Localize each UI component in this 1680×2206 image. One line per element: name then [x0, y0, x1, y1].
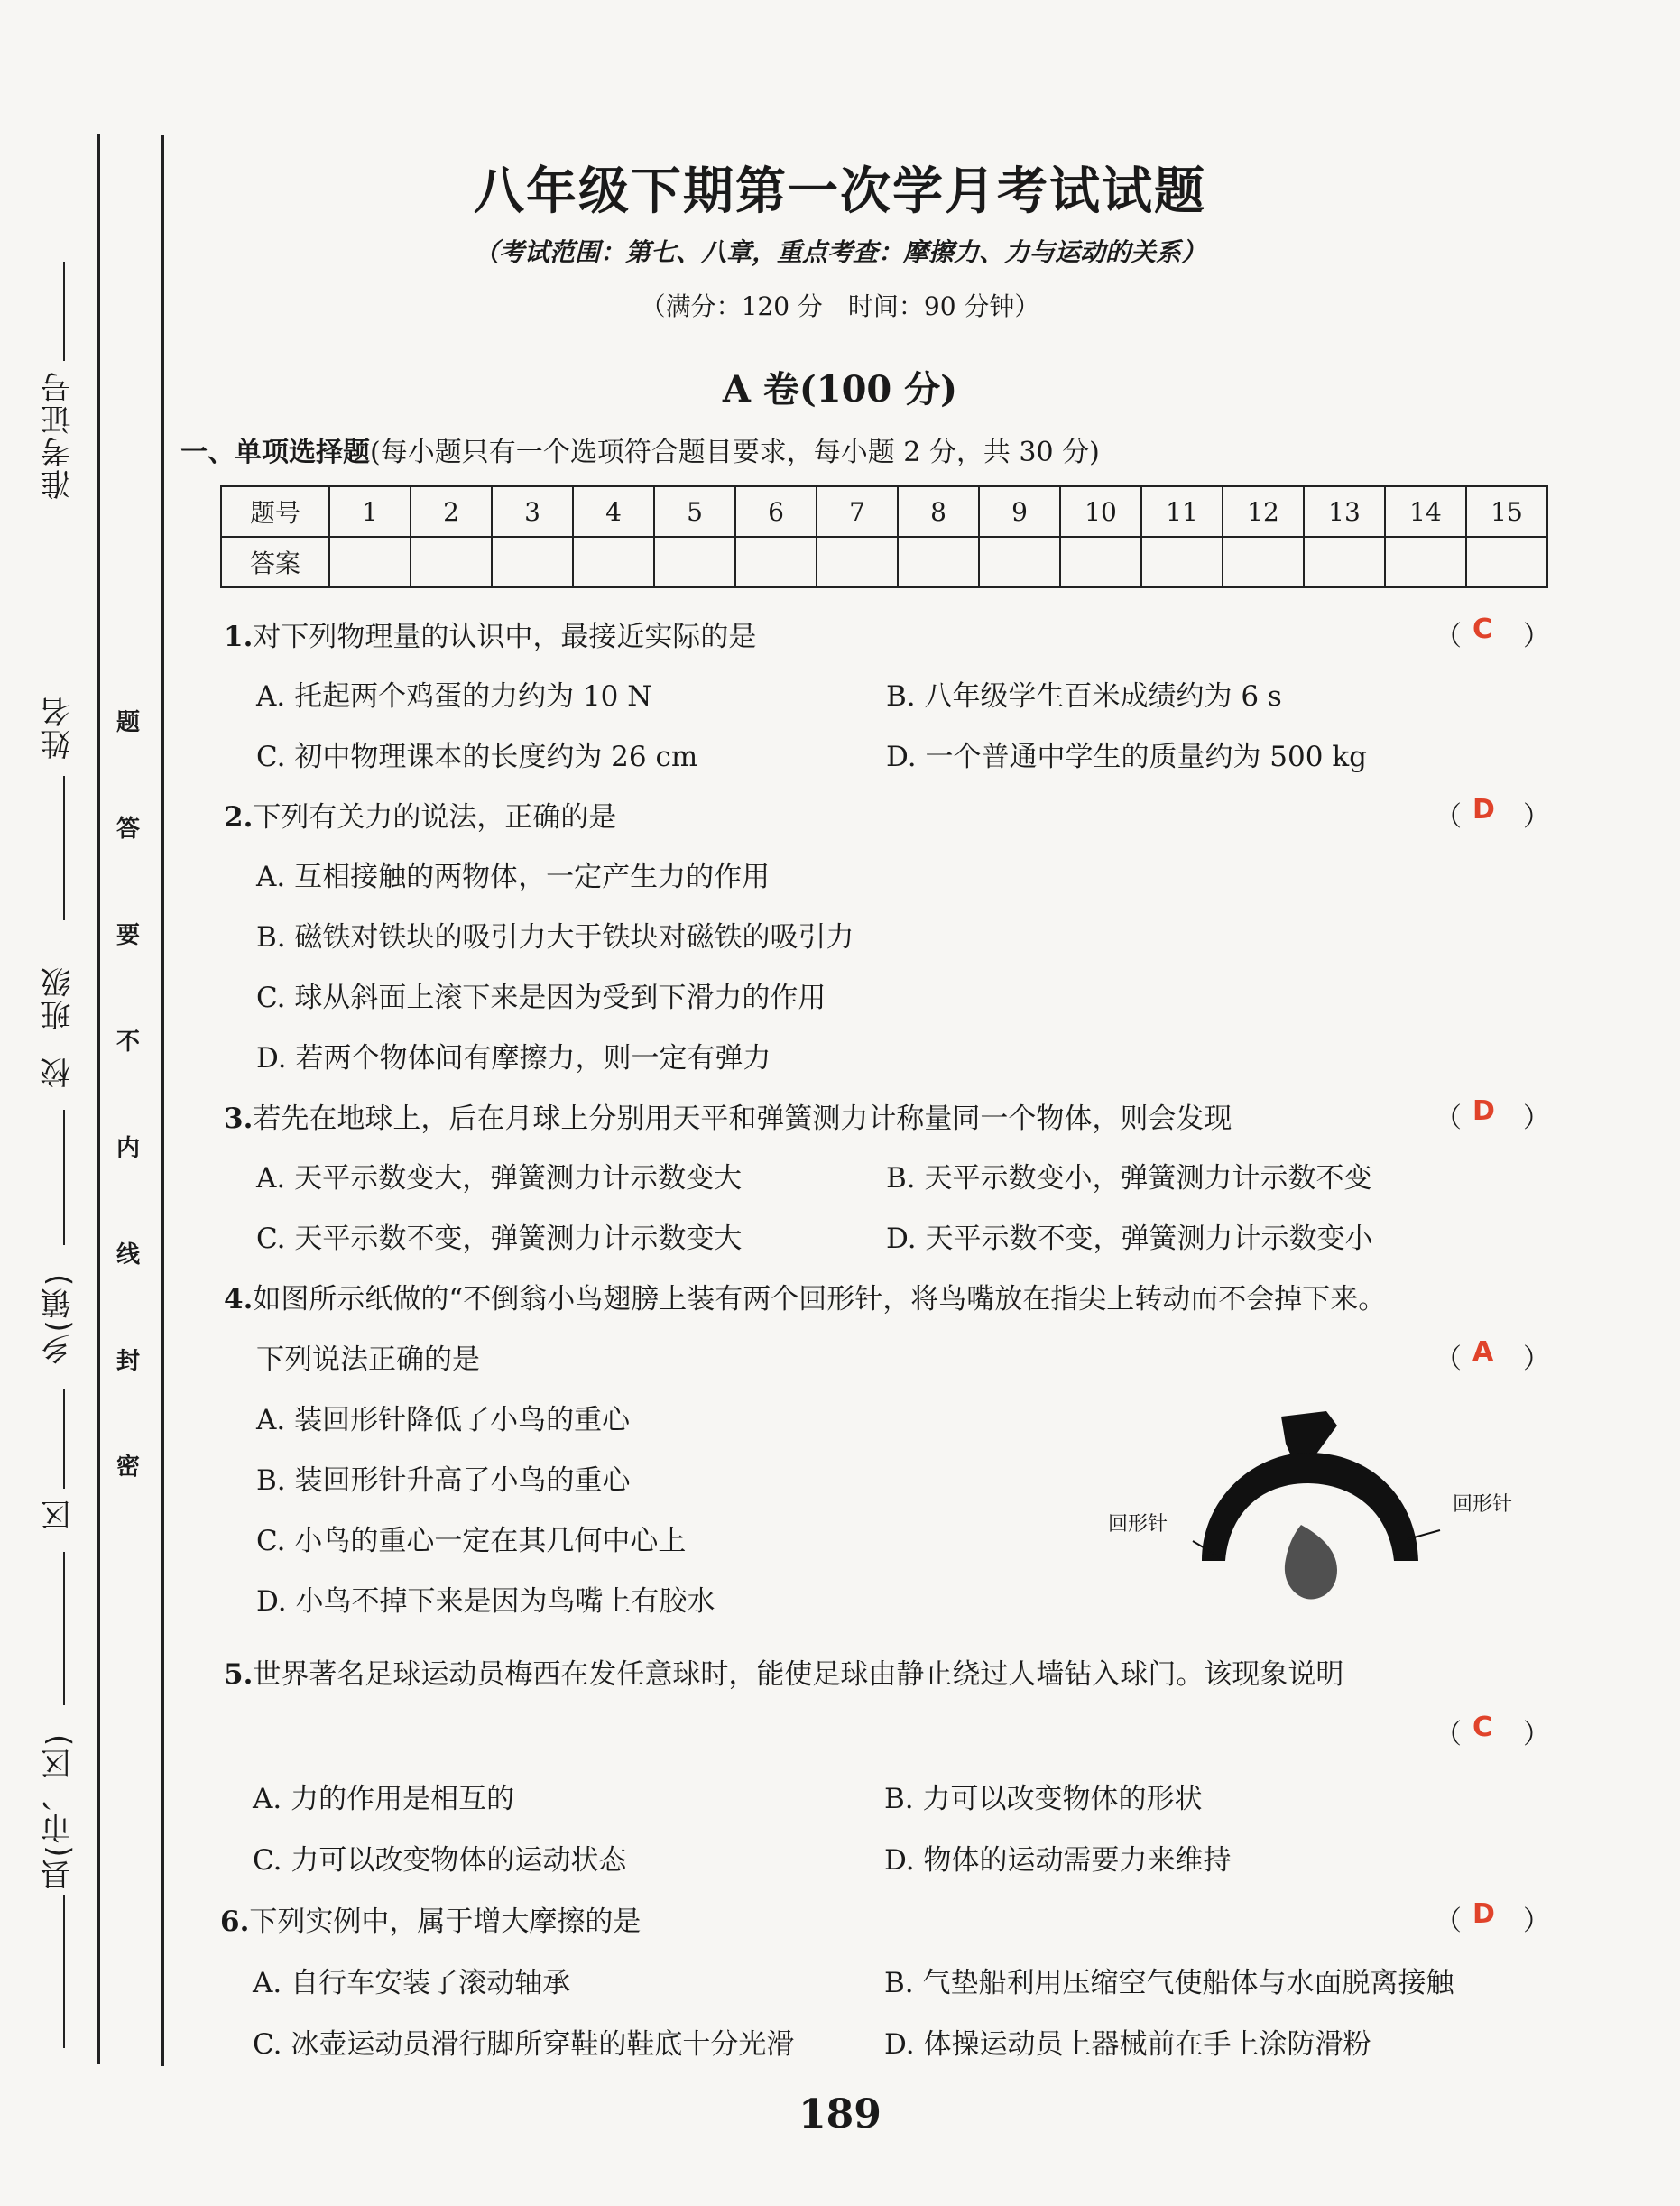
table-cell: 12 [1223, 486, 1304, 537]
question-number: 2. [224, 801, 254, 834]
option-a: A. 互相接触的两物体，一定产生力的作用 [256, 861, 771, 893]
paren-close: ） [1523, 1343, 1550, 1375]
question-3 [224, 1095, 1232, 1136]
part-heading: A 卷(100 分) [722, 368, 958, 411]
table-cell: 1 [329, 486, 411, 537]
answer-letter: A [1472, 1336, 1494, 1368]
question-stem: 下列有关力的说法，正确的是 [253, 801, 617, 834]
option-c: C. 初中物理课本的长度约为 26 cm [256, 741, 698, 773]
question-stem: 若先在地球上，后在月球上分别用天平和弹簧测力计称量同一个物体，则会发现 [253, 1103, 1232, 1135]
option-d: D. 小鸟不掉下来是因为鸟嘴上有胶水 [256, 1585, 715, 1618]
table-cell: 9 [979, 486, 1060, 537]
field-county-line [63, 1895, 65, 2048]
section-title: 一、单项选择题 [180, 437, 370, 468]
table-row [221, 537, 1547, 587]
option-a: A. 自行车安装了滚动轴承 [253, 1967, 571, 1999]
paren-close: ） [1523, 621, 1550, 652]
option-c: C. 球从斜面上滚下来是因为受到下滑力的作用 [256, 982, 826, 1014]
field-name: 姓名 [41, 695, 77, 760]
field-town: 乡(镇) [41, 1272, 77, 1365]
question-number: 1. [224, 621, 254, 653]
seal-char: 要 [115, 922, 140, 949]
table-cell: 11 [1141, 486, 1223, 537]
table-cell: 10 [1060, 486, 1141, 537]
answer-cell[interactable] [329, 537, 411, 587]
option-b: B. 力可以改变物体的形状 [884, 1783, 1203, 1815]
question-stem: 下列实例中，属于增大摩擦的是 [249, 1906, 642, 1938]
question-stem: 如图所示纸做的“不倒翁小鸟翅膀上装有两个回形针，将鸟嘴放在指尖上转动而不会掉下来。 [253, 1283, 1387, 1315]
table-cell: 6 [735, 486, 817, 537]
paren-open: （ [1435, 1103, 1462, 1134]
option-d: D. 一个普通中学生的质量约为 500 kg [886, 741, 1367, 773]
bird-tail-illustration [1285, 1525, 1337, 1600]
option-d: D. 体操运动员上器械前在手上涂防滑粉 [884, 2028, 1371, 2061]
answer-letter: C [1472, 614, 1493, 645]
answer-cell[interactable] [1141, 537, 1223, 587]
question-1 [224, 614, 756, 654]
option-a: A. 力的作用是相互的 [253, 1783, 515, 1815]
option-c: C. 天平示数不变，弹簧测力计示数变大 [256, 1223, 743, 1255]
seal-char: 封 [115, 1348, 140, 1375]
table-cell: 3 [492, 486, 573, 537]
answer-table [220, 485, 1548, 588]
answer-letter: C [1472, 1712, 1493, 1743]
question-number: 6. [220, 1906, 250, 1938]
field-exam-id: 准考证号 [41, 370, 77, 500]
figure-label-right: 回形针 [1453, 1493, 1513, 1516]
answer-letter: D [1472, 794, 1495, 826]
answer-cell[interactable] [411, 537, 492, 587]
field-district: 区 [41, 1498, 77, 1530]
table-header-number: 题号 [221, 486, 329, 537]
option-c: C. 小鸟的重心一定在其几何中心上 [256, 1525, 687, 1557]
option-c: C. 力可以改变物体的运动状态 [253, 1844, 627, 1877]
question-4 [224, 1276, 1386, 1316]
seal-char: 不 [115, 1029, 140, 1056]
table-header-answer: 答案 [221, 537, 329, 587]
table-cell: 13 [1304, 486, 1385, 537]
answer-cell[interactable] [1385, 537, 1466, 587]
question-5 [224, 1651, 1343, 1692]
paren-close: ） [1523, 1103, 1550, 1134]
page-number: 189 [798, 2091, 882, 2137]
paren-open: （ [1435, 1906, 1462, 1937]
answer-cell[interactable] [898, 537, 979, 587]
paren-open: （ [1435, 801, 1462, 833]
answer-cell[interactable] [1304, 537, 1385, 587]
option-b: B. 装回形针升高了小鸟的重心 [256, 1464, 631, 1497]
paren-close: ） [1523, 801, 1550, 833]
table-cell: 7 [817, 486, 898, 537]
question-2 [224, 794, 616, 835]
figure-label-left: 回形针 [1108, 1513, 1168, 1536]
seal-char: 答 [115, 816, 140, 843]
field-school: 校 [41, 1056, 77, 1088]
paren-close: ） [1523, 1719, 1550, 1750]
option-b: B. 天平示数变小，弹簧测力计示数不变 [886, 1162, 1372, 1195]
option-c: C. 冰壶运动员滑行脚所穿鞋的鞋底十分光滑 [253, 2028, 795, 2061]
answer-cell[interactable] [1466, 537, 1547, 587]
answer-cell[interactable] [1223, 537, 1304, 587]
field-county: 县(市、区) [41, 1732, 77, 1890]
seal-char: 密 [115, 1454, 140, 1481]
table-cell: 5 [654, 486, 735, 537]
table-cell: 14 [1385, 486, 1466, 537]
question-number: 3. [224, 1103, 254, 1135]
answer-cell[interactable] [735, 537, 817, 587]
option-a: A. 天平示数变大，弹簧测力计示数变大 [256, 1162, 743, 1195]
margin-line-right [161, 135, 164, 2066]
question-6 [220, 1898, 641, 1939]
paren-open: （ [1435, 621, 1462, 652]
paren-close: ） [1523, 1906, 1550, 1937]
question-4-stem-cont: 下列说法正确的是 [256, 1343, 480, 1376]
page-title: 八年级下期第一次学月考试试题 [474, 162, 1206, 221]
option-d: D. 物体的运动需要力来维持 [884, 1844, 1232, 1877]
field-class: 班级 [41, 965, 77, 1030]
answer-cell[interactable] [1060, 537, 1141, 587]
table-cell: 15 [1466, 486, 1547, 537]
answer-letter: D [1472, 1095, 1495, 1127]
question-number: 4. [224, 1283, 254, 1315]
option-b: B. 气垫船利用压缩空气使船体与水面脱离接触 [884, 1967, 1454, 1999]
paren-open: （ [1435, 1719, 1462, 1750]
answer-cell[interactable] [979, 537, 1060, 587]
seal-char: 线 [115, 1241, 140, 1269]
answer-letter: D [1472, 1898, 1495, 1930]
option-a: A. 装回形针降低了小鸟的重心 [256, 1404, 631, 1436]
section-note: (每小题只有一个选项符合题目要求，每小题 2 分，共 30 分) [370, 437, 1100, 468]
seal-char: 内 [115, 1135, 140, 1162]
field-district-line [63, 1552, 65, 1705]
answer-cell[interactable] [817, 537, 898, 587]
paren-open: （ [1435, 1343, 1462, 1375]
question-stem: 世界著名足球运动员梅西在发任意球时，能使足球由静止绕过人墙钻入球门。该现象说明 [253, 1658, 1344, 1691]
exam-scope: （考试范围：第七、八章，重点考查：摩擦力、力与运动的关系） [473, 237, 1206, 267]
answer-cell[interactable] [573, 537, 654, 587]
table-row [221, 486, 1547, 537]
field-name-line [63, 776, 65, 920]
option-b: B. 八年级学生百米成绩约为 6 s [886, 680, 1282, 713]
answer-cell[interactable] [492, 537, 573, 587]
margin-line-left [97, 134, 100, 2064]
table-cell: 8 [898, 486, 979, 537]
question-stem: 对下列物理量的认识中，最接近实际的是 [253, 621, 757, 653]
answer-cell[interactable] [654, 537, 735, 587]
exam-meta: （满分：120 分 时间：90 分钟） [640, 291, 1040, 321]
option-d: D. 天平示数不变，弹簧测力计示数变小 [886, 1223, 1373, 1255]
question-number: 5. [224, 1658, 254, 1691]
field-town-line [63, 1389, 65, 1489]
field-school-line [63, 1110, 65, 1245]
option-a: A. 托起两个鸡蛋的力约为 10 N [256, 680, 652, 713]
section-heading [180, 429, 1100, 469]
table-cell: 2 [411, 486, 492, 537]
option-d: D. 若两个物体间有摩擦力，则一定有弹力 [256, 1042, 771, 1075]
table-cell: 4 [573, 486, 654, 537]
seal-char: 题 [115, 709, 140, 736]
option-b: B. 磁铁对铁块的吸引力大于铁块对磁铁的吸引力 [256, 921, 854, 954]
